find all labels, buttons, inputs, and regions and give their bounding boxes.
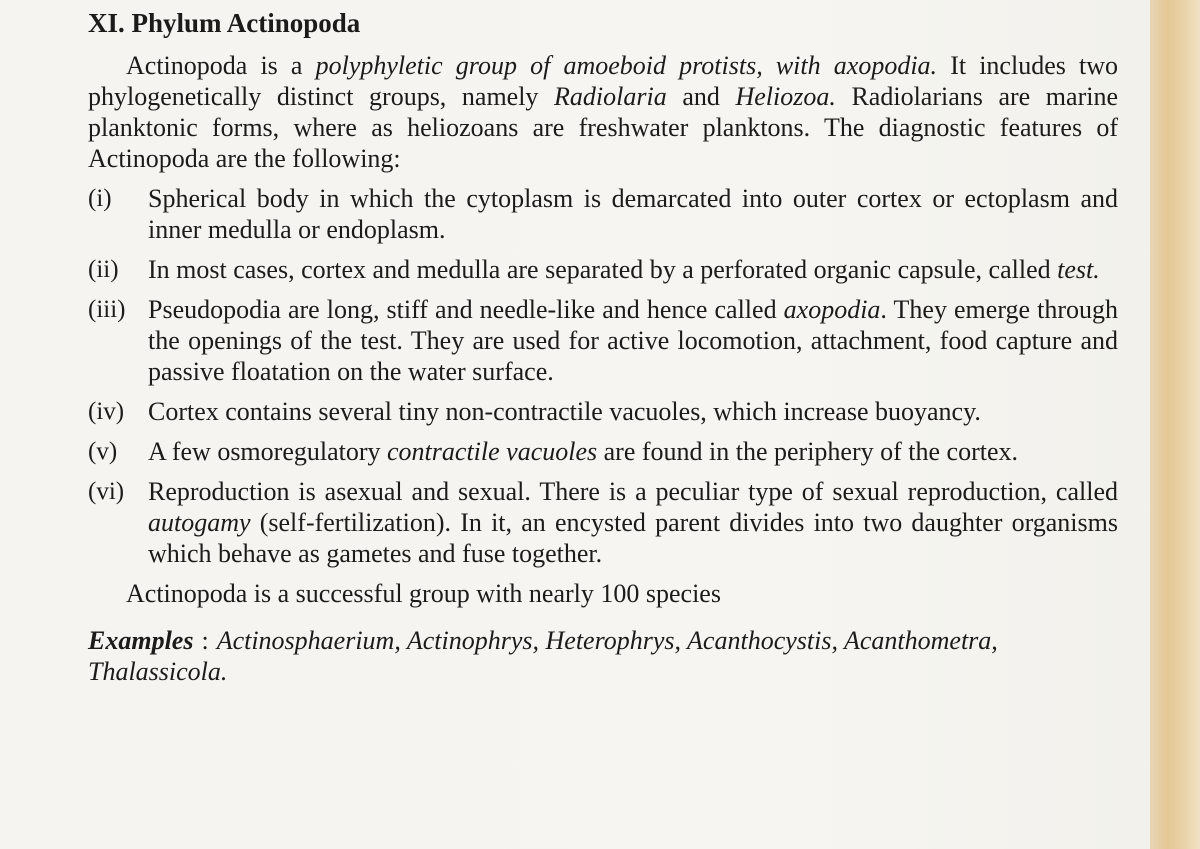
item-text-part: . They emerge through the openings of the test. They are used for active locomotion, attachment, food capture and passive floatation on the water surface. (148, 295, 1118, 386)
item-text (148, 396, 1118, 427)
list-item (88, 476, 1118, 569)
item-italic-term: axopodia (783, 295, 881, 324)
item-text-part: (self-fertilization). In it, an encysted parent divides into two daughter organisms which behave as gametes and fuse together. (148, 508, 1118, 568)
item-text-part: In most cases, cortex and medulla are separated by a perforated organic capsule, called (148, 255, 1058, 284)
item-number: (ii) (88, 256, 119, 283)
item-text-part: Spherical body in which the cytoplasm is demarcated into outer cortex or ectoplasm and inner medulla or endoplasm. (148, 184, 1118, 244)
list-item (88, 396, 1118, 427)
list-item (88, 183, 1118, 245)
item-text-part: Pseudopodia are long, stiff and needle-like and hence called (148, 295, 784, 324)
closing-paragraph: Actinopoda is a successful group with nearly 100 species (126, 579, 721, 608)
item-number: (iv) (88, 398, 125, 425)
item-number: (v) (88, 438, 118, 465)
intro-text-4: Radiolarians are marine planktonic forms, where as heliozoans are freshwater planktons. The diagnostic features of Actinopoda are the following: (88, 82, 1118, 173)
intro-italic-heliozoa: Heliozoa. (735, 82, 836, 111)
intro-italic-radiolaria: Radiolaria (554, 82, 667, 111)
item-number: (i) (88, 185, 112, 212)
page-edge (1150, 0, 1200, 849)
item-text (148, 436, 1118, 467)
list-item (88, 254, 1118, 285)
item-text-part: Reproduction is asexual and sexual. There is a peculiar type of sexual reproduction, called (148, 477, 1118, 506)
item-text-part: are found in the periphery of the cortex. (597, 437, 1019, 466)
item-text-part: Cortex contains several tiny non-contractile vacuoles, which increase buoyancy. (148, 397, 981, 426)
intro-paragraph (88, 50, 1118, 174)
item-text (148, 254, 1118, 285)
examples-paragraph (88, 625, 1118, 687)
intro-text-3: and (666, 82, 736, 111)
intro-italic-1: polyphyletic group of amoeboid protists, with axopodia. (315, 51, 938, 80)
examples-list: Actinosphaerium, Actinophrys, Heterophrys, Acanthocystis, Acanthometra, Thalassicola. (88, 626, 998, 686)
item-italic-term: test. (1057, 255, 1100, 284)
item-number: (vi) (88, 478, 125, 505)
features-list (88, 183, 1118, 569)
item-text (148, 294, 1118, 387)
item-number: (iii) (88, 296, 126, 323)
examples-label: Examples (88, 626, 194, 655)
section-heading: XI. Phylum Actinopoda (88, 8, 361, 38)
item-text-part: A few osmoregulatory (148, 437, 388, 466)
item-text (148, 476, 1118, 569)
list-item (88, 436, 1118, 467)
intro-text-2: It includes two phylogenetically distinct groups, namely (88, 51, 1118, 111)
item-text (148, 183, 1118, 245)
item-italic-term: autogamy (148, 508, 251, 537)
examples-colon: : (201, 626, 209, 655)
list-item (88, 294, 1118, 387)
page-content (88, 8, 1118, 687)
item-italic-term: contractile vacuoles (387, 437, 598, 466)
intro-text-1: Actinopoda is a (126, 51, 316, 80)
